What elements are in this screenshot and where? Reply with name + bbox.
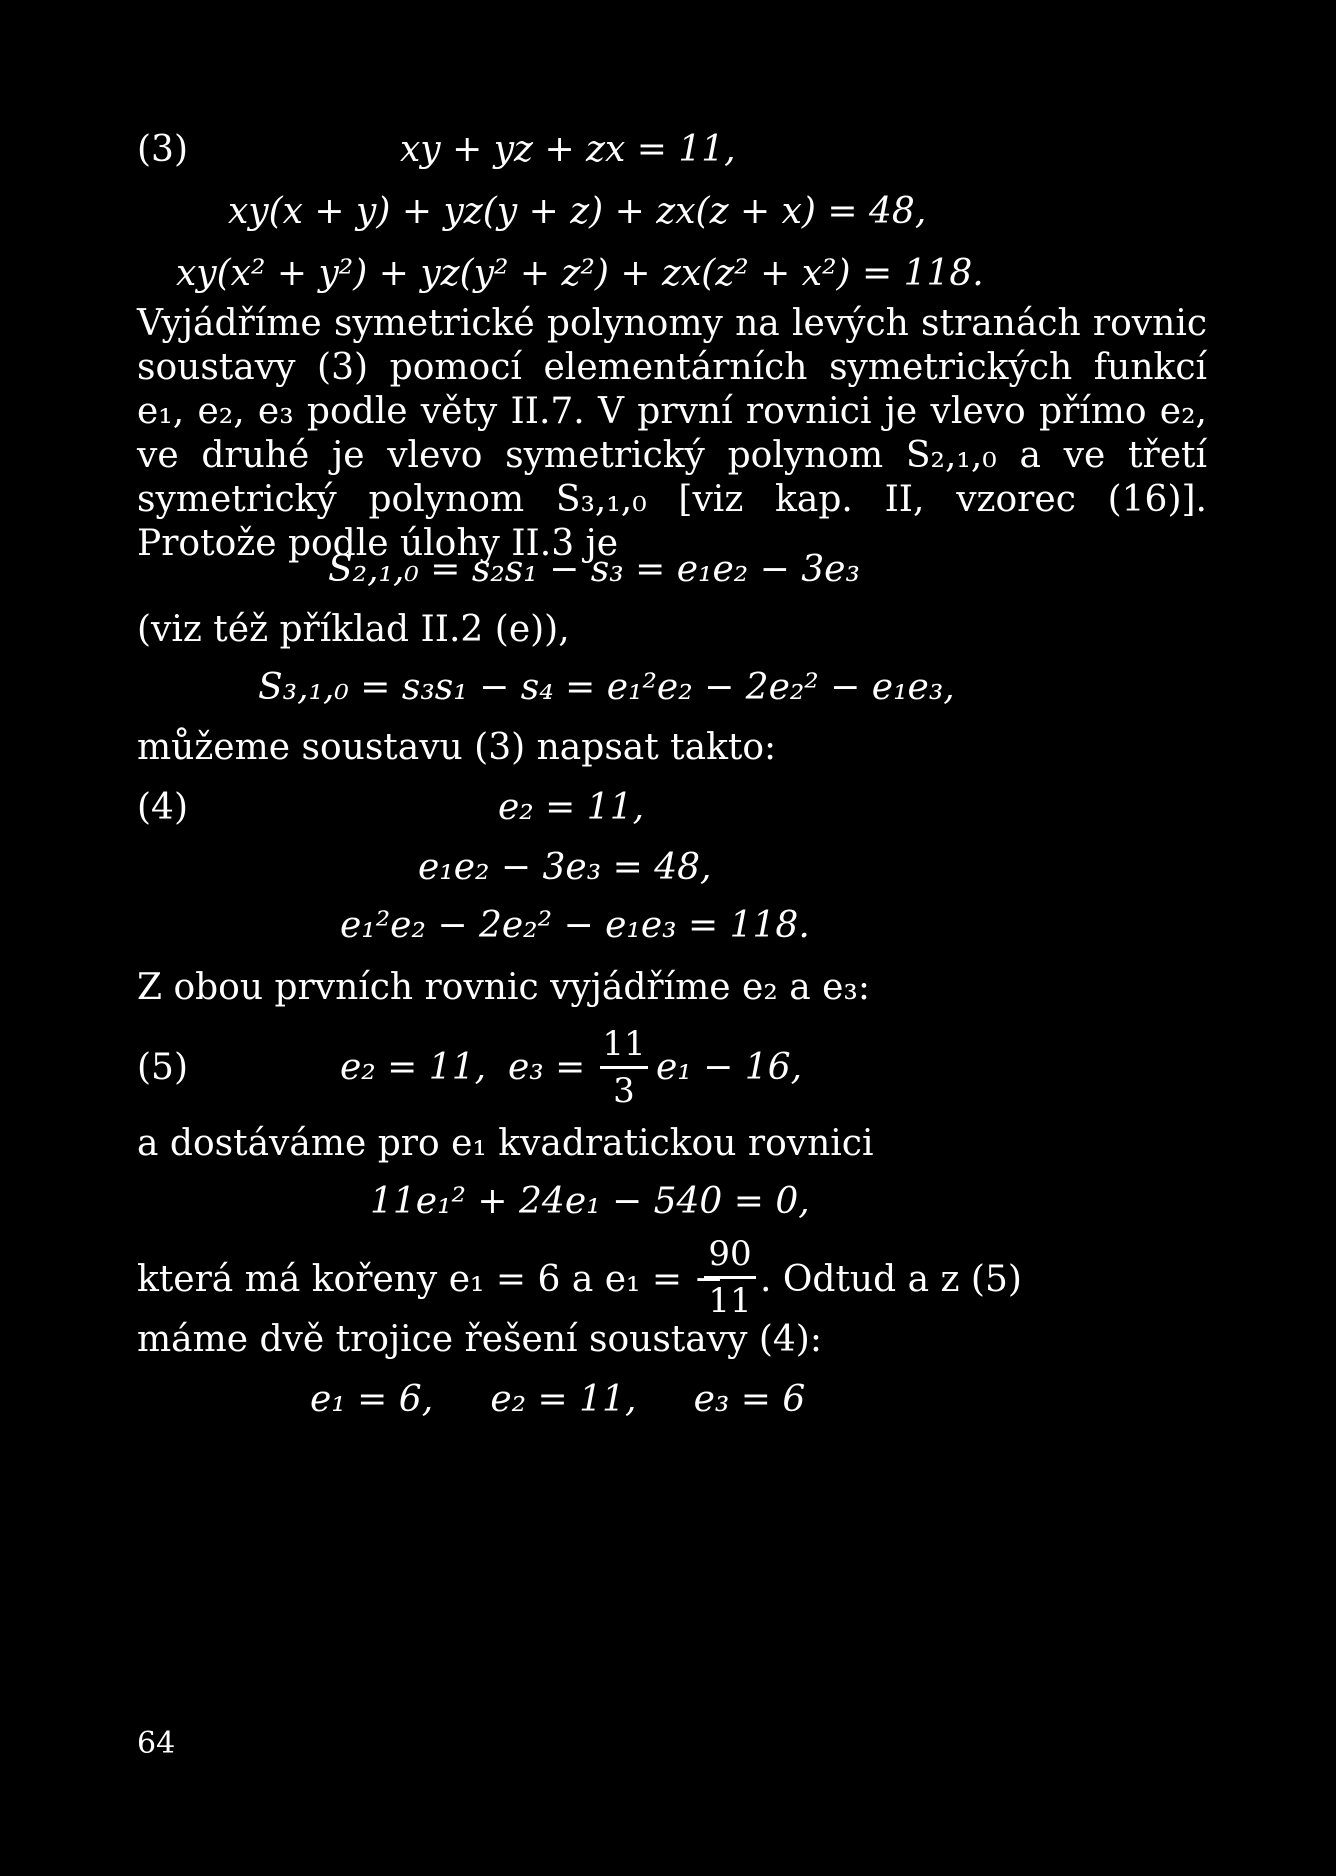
sentence-express-e2-e3: Z obou prvních rovnic vyjádříme e₂ a e₃: <box>137 967 870 1008</box>
formula-s310: S₃,₁,₀ = s₃s₁ − s₄ = e₁²e₂ − 2e₂² − e₁e₃, <box>258 667 955 708</box>
sentence-rewrite-system: můžeme soustavu (3) napsat takto: <box>137 727 777 768</box>
formula-s210: S₂,₁,₀ = s₂s₁ − s₃ = e₁e₂ − 3e₃ <box>328 549 860 590</box>
fraction-bar <box>704 1276 756 1279</box>
roots-text-part-b: . Odtud a z (5) <box>760 1259 1022 1300</box>
roots-text-part-a: která má kořeny e₁ = 6 a e₁ = − <box>137 1259 724 1300</box>
quadratic-equation: 11e₁² + 24e₁ − 540 = 0, <box>370 1181 810 1222</box>
fraction-90-over-11 <box>704 1234 756 1321</box>
fraction-numerator: 90 <box>708 1234 752 1274</box>
equation-5-part-b-lhs: e₃ = <box>508 1047 586 1088</box>
sentence-solutions: máme dvě trojice řešení soustavy (4): <box>137 1319 822 1360</box>
equation-number-3: (3) <box>137 129 188 170</box>
equation-number-4: (4) <box>137 787 188 828</box>
equation-3-line-3: xy(x² + y²) + yz(y² + z²) + zx(z² + x²) = 118. <box>176 253 984 294</box>
paragraph-symmetric-polynomials: Vyjádříme symetrické polynomy na levých stranách rovnic soustavy (3) pomocí elementárních symetrických funkcí e₁, e₂, e₃ podle věty II.7. V první rovnici je vlevo přímo e₂, ve druhé je vlevo symetrický polynom S₂,₁,₀ a ve třetí symetrický polynom S₃,₁,₀ [viz kap. II, vzorec (16)]. Protože podle úlohy II.3 je <box>137 303 1207 564</box>
equation-3-line-1: xy + yz + zx = 11, <box>400 129 736 170</box>
fraction-11-over-3 <box>600 1024 648 1111</box>
equation-5-part-b-rhs: e₁ − 16, <box>656 1047 803 1088</box>
reference-example: (viz též příklad II.2 (e)), <box>137 609 570 650</box>
fraction-numerator: 11 <box>602 1024 646 1064</box>
equation-4-line-2: e₁e₂ − 3e₃ = 48, <box>418 847 712 888</box>
equation-4-line-3: e₁²e₂ − 2e₂² − e₁e₃ = 118. <box>340 905 810 946</box>
page-number: 64 <box>137 1726 176 1761</box>
fraction-denominator: 3 <box>613 1071 635 1111</box>
equation-number-5: (5) <box>137 1047 188 1088</box>
solution-triple-1: e₁ = 6, e₂ = 11, e₃ = 6 <box>310 1379 806 1420</box>
equation-4-line-1: e₂ = 11, <box>498 787 645 828</box>
fraction-bar <box>600 1066 648 1069</box>
equation-5-part-a: e₂ = 11, <box>340 1047 487 1088</box>
sentence-quadratic: a dostáváme pro e₁ kvadratickou rovnici <box>137 1123 874 1164</box>
equation-3-line-2: xy(x + y) + yz(y + z) + zx(z + x) = 48, <box>228 191 927 232</box>
fraction-denominator: 11 <box>708 1281 752 1321</box>
